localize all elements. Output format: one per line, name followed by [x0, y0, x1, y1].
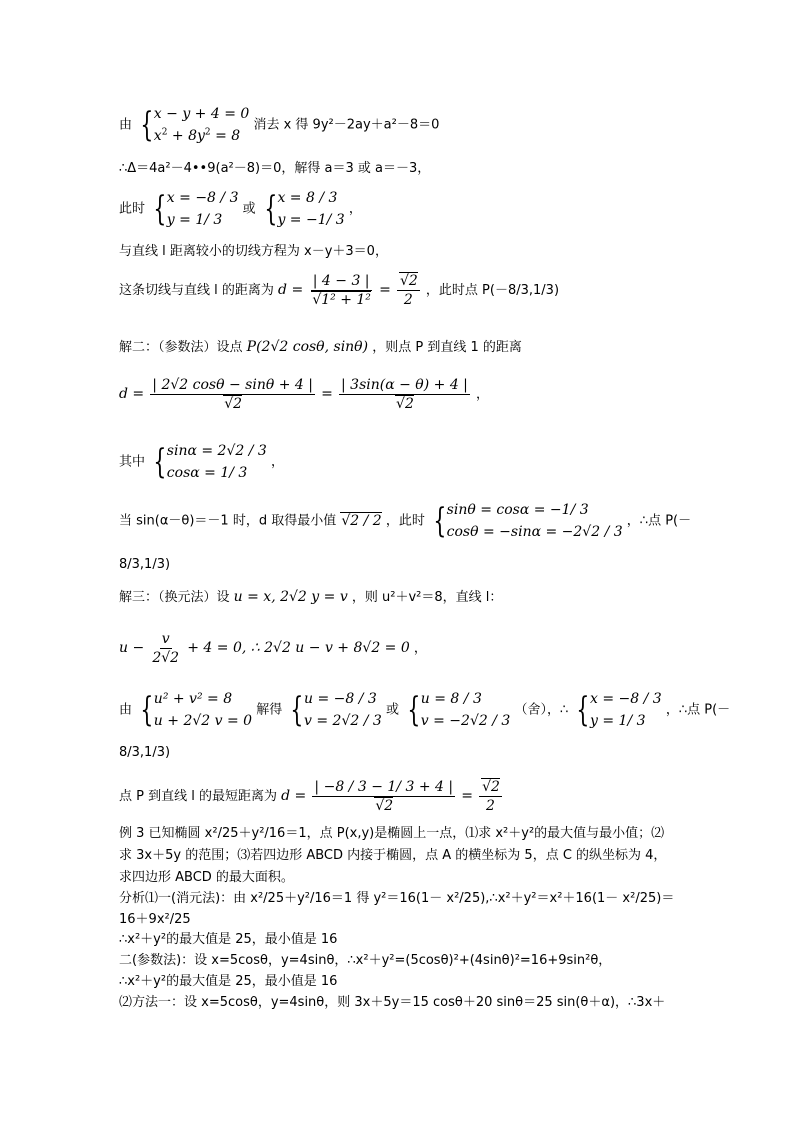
analysis-line-4: 二(参数法)：设 x=5cosθ，y=4sinθ，∴x²＋y²=(5cosθ)²+(4sinθ)²=16+9sin²θ， [119, 953, 612, 968]
formula: d = [278, 282, 304, 298]
fraction: √ $\frac{2}{2}$ [397, 272, 420, 309]
text: 或 [242, 201, 256, 217]
text: ， [476, 387, 490, 402]
equation-system: { u² + v² = 8 u + 2√2 v = 0 [140, 690, 253, 730]
fraction: | 2√2 cosθ − sinθ + 4 | √ 2 [150, 376, 315, 413]
text: 此时 [119, 201, 146, 217]
formula: d = [119, 386, 145, 402]
text: 点 P 到直线 l 的最短距离为 [119, 789, 277, 804]
text: ，此时点 P(－8/3,1/3) [425, 283, 560, 298]
text: ，此时 [385, 513, 425, 529]
equation-system: { x = −8 / 3 y = 1/ 3 [576, 690, 662, 730]
line-solutions [119, 187, 362, 231]
text: ，∴点 P(－ [665, 702, 731, 718]
analysis-line-5: ∴x²＋y²的最大值是 25，最小值是 16 [119, 974, 338, 989]
text: ， [413, 641, 427, 656]
text: 消去 x 得 9y²－2ay＋a²－8＝0 [253, 117, 440, 133]
analysis-line-2: 16＋9x²/25 [119, 912, 191, 927]
text: 其中 [119, 454, 146, 470]
equation-system: { u = 8 / 3 v = −2√2 / 3 [407, 690, 511, 730]
text: ， [270, 454, 284, 470]
fraction: √ $\frac{2}{2}$ [479, 778, 502, 815]
line-distance: 这条切线与直线 l 的距离为 d = | 4 − 3 | √ 1² + 1² = √ $\frac{2}{2}$ ，此时点 P(－8/3,1/3) [119, 272, 559, 309]
line-discriminant: ∴Δ＝4a²－4••9(a²－8)＝0，解得 a＝3 或 a＝－3， [119, 161, 431, 176]
text: （舍），∴ [514, 702, 569, 718]
equation-system: { sinθ = cosα = −1/ 3 cosθ = −sinα = −2√2 / 3 [433, 501, 623, 541]
line-minimum [119, 499, 691, 543]
equation: $x^2 + 8y^2 = 8$ [153, 127, 241, 144]
fraction: $\frac{v}{2√2}$ [152, 631, 180, 666]
text: ，∴点 P(－ [626, 513, 692, 529]
text: 这条切线与直线 l 的距离为 [119, 283, 274, 298]
analysis-line-6: ⑵方法一：设 x=5cosθ，y=4sinθ，则 3x＋5y＝15 cosθ＋20 sinθ＝25 sin(θ＋α)，∴3x＋ [119, 995, 666, 1010]
analysis-line-1: 分析⑴一(消元法)：由 x²/25＋y²/16＝1 得 y²＝16(1－ x²/25),∴x²＋y²＝x²＋16(1－ x²/25)＝ [119, 891, 675, 906]
example-three-line-3: 求四边形 ABCD 的最大面积。 [119, 870, 294, 885]
text: 由 [119, 117, 133, 133]
text: ，则点 P 到直线 1 的距离 [372, 340, 522, 355]
line-substitution: u − $\frac{v}{2√2}$ + 4 = 0, ∴ 2√2 u − v + 8√2 = 0 ， [119, 631, 427, 666]
fraction: | 3sin(α − θ) + 4 | √ 2 [339, 376, 470, 413]
text: 解二：（参数法）设点 [119, 340, 243, 355]
line-eliminate [119, 103, 439, 147]
text: 当 sin(α－θ)＝－1 时，d 取得最小值 [119, 513, 337, 529]
text: ， [348, 201, 362, 217]
line-solution-three [119, 589, 502, 606]
line-solve-system [119, 688, 730, 732]
formula: √ 2 / 2 [340, 512, 381, 529]
line-param-distance: d = | 2√2 cosθ − sinθ + 4 | √ 2 = | 3sin(α − θ) + 4 | √ 2 ， [119, 376, 489, 413]
line-where [119, 440, 284, 484]
text: 或 [385, 702, 399, 718]
equation: x − y + 4 = 0 [153, 106, 250, 122]
line-point-cont-2: 8/3,1/3) [119, 745, 171, 760]
equation-system: { x = 8 / 3 y = −1/ 3 [264, 189, 345, 229]
line-tangent: 与直线 l 距离较小的切线方程为 x－y＋3＝0， [119, 244, 388, 259]
equation-system: { x − y + 4 = 0 $x^2 + 8y^2 = 8$ [140, 105, 250, 145]
formula: P(2√2 cosθ, sinθ) [246, 339, 369, 355]
example-three-line-2: 求 3x＋5y 的范围；⑶若四边形 ABCD 内接于椭圆，点 A 的横坐标为 5，点 C 的纵坐标为 4， [119, 848, 667, 863]
equation-system: { sinα = 2√2 / 3 cosα = 1/ 3 [153, 442, 267, 482]
fraction: | 4 − 3 | √ 1² + 1² [309, 272, 373, 309]
equation-system: { u = −8 / 3 v = 2√2 / 3 [290, 690, 382, 730]
text: 解得 [256, 702, 283, 718]
text: 由 [119, 702, 133, 718]
text: ，则 u²＋v²＝8，直线 l： [351, 590, 503, 605]
text: 解三：（换元法）设 [119, 590, 230, 605]
formula: u = x, 2√2 y = v [233, 589, 348, 605]
equation-system: { x = −8 / 3 y = 1/ 3 [153, 189, 239, 229]
line-shortest-distance: 点 P 到直线 l 的最短距离为 d = | −8 / 3 − 1/ 3 + 4 | √ 2 = √ $\frac{2}{2}$ [119, 778, 504, 815]
line-point-cont: 8/3,1/3) [119, 557, 171, 572]
fraction: | −8 / 3 − 1/ 3 + 4 | √ 2 [312, 778, 455, 815]
example-three-line-1: 例 3 已知椭圆 x²/25＋y²/16＝1，点 P(x,y)是椭圆上一点，⑴求 x²＋y²的最大值与最小值；⑵ [119, 826, 665, 841]
line-solution-two [119, 339, 522, 356]
formula: + 4 = 0, ∴ 2√2 u − v + 8√2 = 0 [187, 640, 410, 656]
analysis-line-3: ∴x²＋y²的最大值是 25，最小值是 16 [119, 932, 338, 947]
